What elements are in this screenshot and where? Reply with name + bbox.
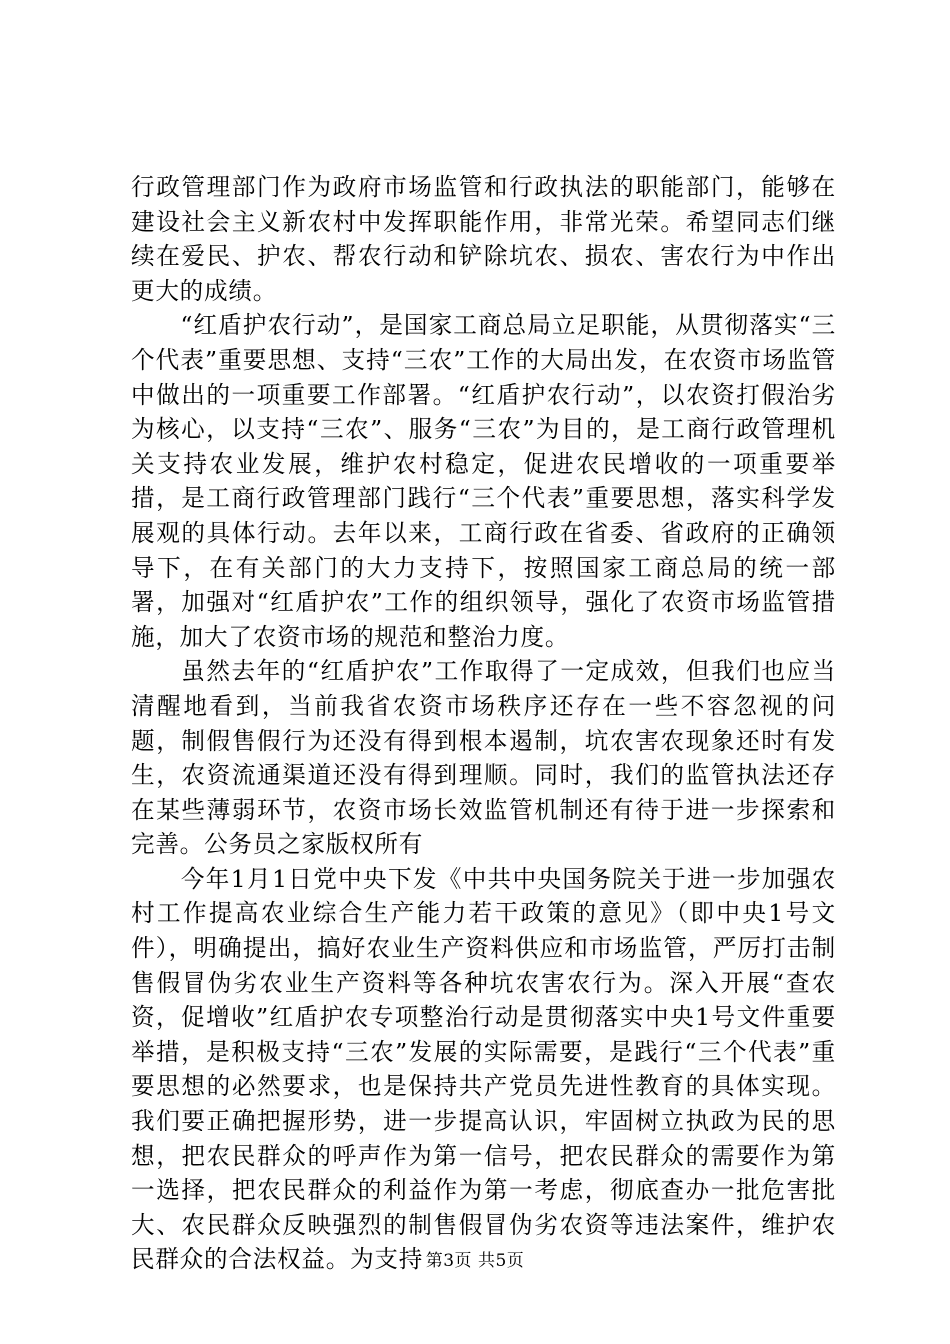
paragraph: 今年1月1日党中央下发《中共中央国务院关于进一步加强农村工作提高农业综合生产能力若干政策的意见》（即中央1号文件），明确提出，搞好农业生产资料供应和市场监管，严厉打击制售假冒伪劣农业生产资料等各种坑农害农行为。深入开展“查农资，促增收”红盾护农专项整治行动是贯彻落实中央1号文件重要举措，是积极支持“三农”发展的实际需要，是践行“三个代表”重要思想的必然要求，也是保持共产党员先进性教育的具体实现。我们要正确把握形势，进一步提高认识，牢固树立执政为民的思想，把农民群众的呼声作为第一信号，把农民群众的需要作为第一选择，把农民群众的利益作为第一考虑，彻底查办一批危害批大、农民群众反映强烈的制售假冒伪劣农资等违法案件，维护农民群众的合法权益。为支持: [131, 864, 836, 1274]
paragraph: 行政管理部门作为政府市场监管和行政执法的职能部门，能够在建设社会主义新农村中发挥职能作用，非常光荣。希望同志们继续在爱民、护农、帮农行动和铲除坑农、损农、害农行为中作出更大的成绩。: [131, 173, 836, 305]
page-number-footer: 第3页 共5页: [425, 1251, 525, 1271]
document-body: [131, 170, 836, 1277]
paragraph: 虽然去年的“红盾护农”工作取得了一定成效，但我们也应当清醒地看到，当前我省农资市场秩序还存在一些不容忽视的问题，制假售假行为还没有得到根本遏制，坑农害农现象还时有发生，农资流通渠道还没有得到理顺。同时，我们的监管执法还存在某些薄弱环节，农资市场长效监管机制还有待于进一步探索和完善。公务员之家版权所有: [131, 657, 836, 859]
paragraph: “红盾护农行动”，是国家工商总局立足职能，从贯彻落实“三个代表”重要思想、支持“三农”工作的大局出发，在农资市场监管中做出的一项重要工作部署。“红盾护农行动”，以农资打假治劣为核心，以支持“三农”、服务“三农”为目的，是工商行政管理机关支持农业发展，维护农村稳定，促进农民增收的一项重要举措，是工商行政管理部门践行“三个代表”重要思想，落实科学发展观的具体行动。去年以来，工商行政在省委、省政府的正确领导下，在有关部门的大力支持下，按照国家工商总局的统一部署，加强对“红盾护农”工作的组织领导，强化了农资市场监管措施，加大了农资市场的规范和整治力度。: [131, 311, 836, 651]
